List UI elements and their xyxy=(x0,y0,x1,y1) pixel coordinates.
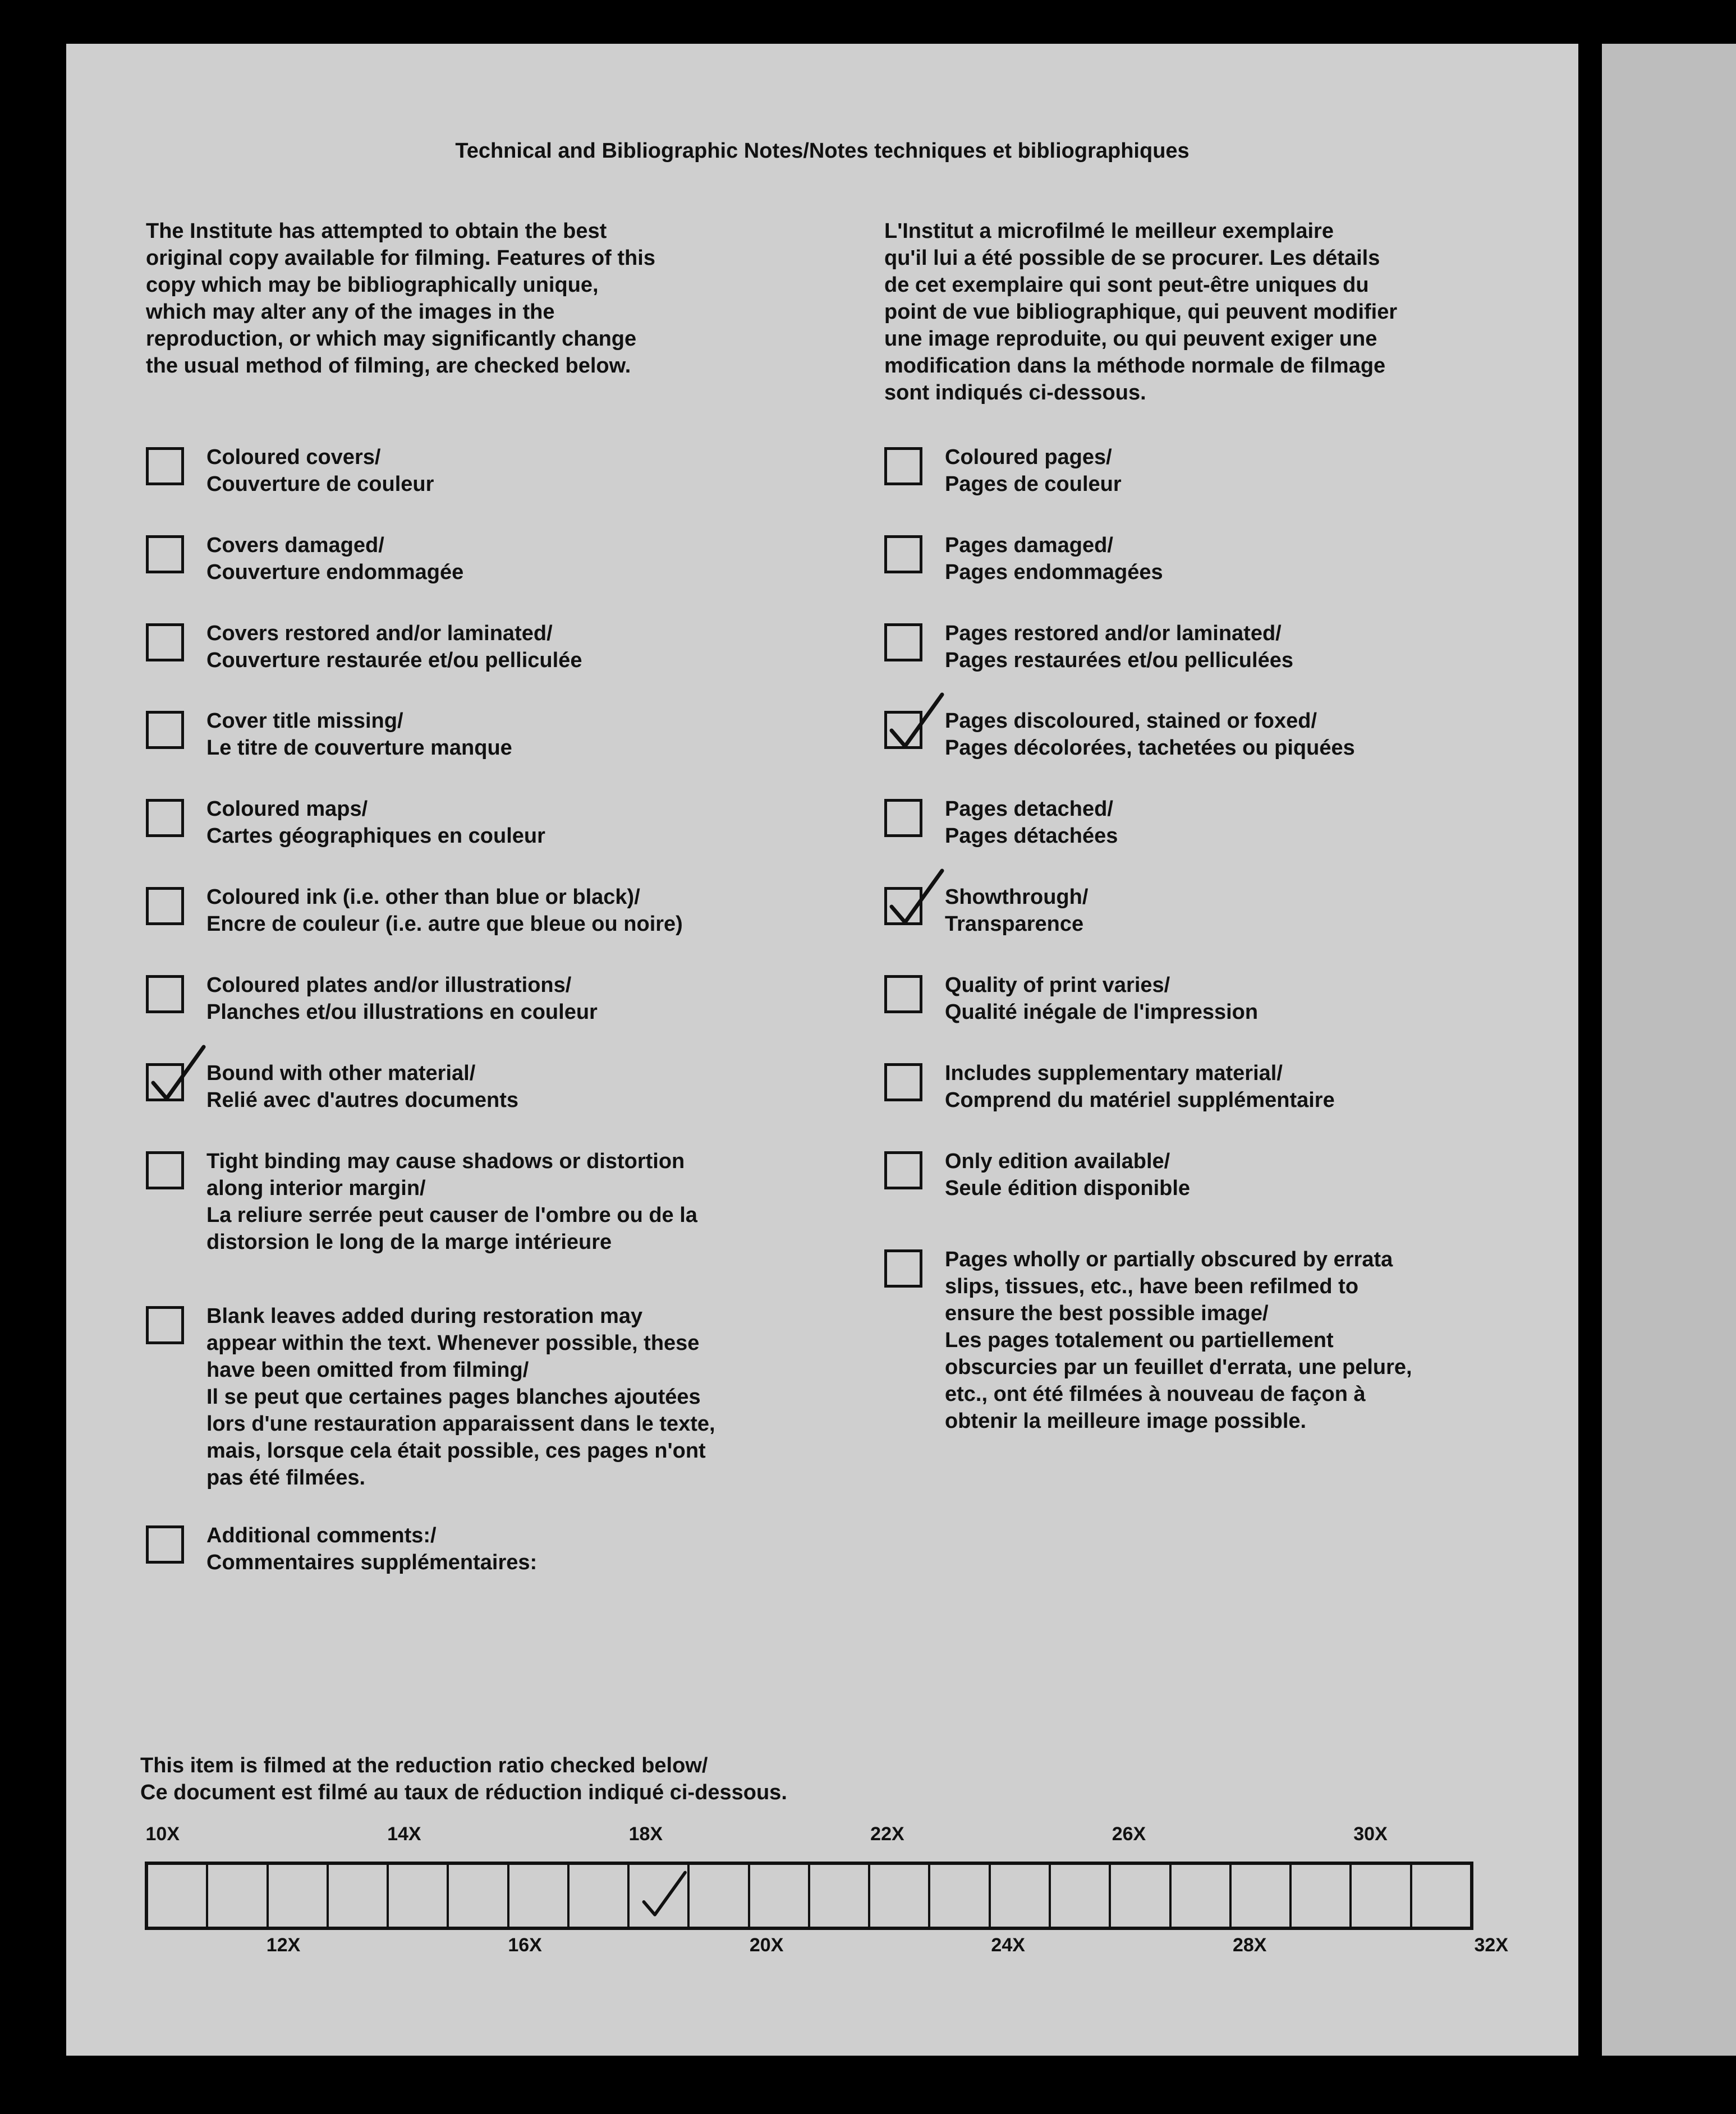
checklist-item-label: Quality of print varies/ Qualité inégale de l'impression xyxy=(945,973,1259,1024)
checkbox[interactable] xyxy=(146,975,184,1013)
left-checklist-item xyxy=(146,1060,518,1114)
left-checklist-item xyxy=(146,532,463,586)
checklist-item-label: Coloured plates and/or illustrations/ Planches et/ou illustrations en couleur xyxy=(206,973,598,1024)
checklist-item-label: Covers restored and/or laminated/ Couverture restaurée et/ou pelliculée xyxy=(206,622,582,672)
ratio-label: 14X xyxy=(387,1823,421,1845)
right-checklist-item xyxy=(884,884,1088,937)
checkbox[interactable] xyxy=(146,1525,184,1564)
ratio-label: 20X xyxy=(749,1934,784,1956)
checkbox[interactable] xyxy=(146,447,184,485)
ratio-label: 18X xyxy=(628,1823,663,1845)
checkmark-icon xyxy=(884,690,945,752)
adjacent-page-strip xyxy=(1602,44,1736,2056)
checklist-item-label: Coloured pages/ Pages de couleur xyxy=(945,445,1122,496)
checkbox[interactable] xyxy=(884,447,922,485)
ratio-label: 32X xyxy=(1474,1934,1509,1956)
checkbox[interactable] xyxy=(146,887,184,925)
ratio-cell[interactable] xyxy=(269,1865,329,1927)
ratio-cell[interactable] xyxy=(810,1865,870,1927)
left-checklist-item xyxy=(146,796,545,849)
left-checklist-item xyxy=(146,707,512,761)
right-checklist-item xyxy=(884,796,1118,849)
checkbox[interactable] xyxy=(884,975,922,1013)
ratio-label: 16X xyxy=(508,1934,542,1956)
ratio-label: 26X xyxy=(1112,1823,1146,1845)
left-checklist-item xyxy=(146,1303,715,1491)
ratio-cell[interactable] xyxy=(1412,1865,1470,1927)
checkbox[interactable] xyxy=(146,1063,184,1101)
checkbox[interactable] xyxy=(146,623,184,661)
checkbox[interactable] xyxy=(884,1151,922,1189)
ratio-label: 12X xyxy=(266,1934,301,1956)
right-checklist-item xyxy=(884,972,1258,1026)
ratio-cell[interactable] xyxy=(1172,1865,1232,1927)
checkbox[interactable] xyxy=(884,623,922,661)
checklist-item-label: Covers damaged/ Couverture endommagée xyxy=(206,534,464,584)
ratio-cell[interactable] xyxy=(750,1865,810,1927)
ratio-cell[interactable] xyxy=(1292,1865,1352,1927)
checkmark-icon xyxy=(145,1042,207,1104)
reduction-ratio-label: This item is filmed at the reduction ratio checked below/ Ce document est filmé au taux de réduction indiqué ci-dessous. xyxy=(140,1754,787,1804)
checklist-item-label: Coloured covers/ Couverture de couleur xyxy=(206,445,434,496)
checkmark-icon xyxy=(884,866,945,928)
left-checklist-item xyxy=(146,884,683,937)
checkbox[interactable] xyxy=(146,1151,184,1189)
checkmark-icon xyxy=(637,1860,688,1928)
ratio-label: 24X xyxy=(991,1934,1025,1956)
ratio-cell[interactable] xyxy=(1051,1865,1111,1927)
checklist-item-label: Pages damaged/ Pages endommagées xyxy=(945,534,1163,584)
checkbox[interactable] xyxy=(146,799,184,837)
checkbox[interactable] xyxy=(146,1306,184,1344)
ratio-cell[interactable] xyxy=(991,1865,1051,1927)
ratio-cell[interactable] xyxy=(690,1865,750,1927)
checklist-item-label: Pages discoloured, stained or foxed/ Pages décolorées, tachetées ou piquées xyxy=(945,709,1355,760)
checklist-item-label: Coloured maps/ Cartes géographiques en couleur xyxy=(206,797,545,848)
checklist-item-label: Pages restored and/or laminated/ Pages restaurées et/ou pelliculées xyxy=(945,622,1293,672)
checklist-item-label: Only edition available/ Seule édition disponible xyxy=(945,1150,1191,1200)
ratio-cell[interactable] xyxy=(930,1865,990,1927)
ratio-label: 22X xyxy=(870,1823,904,1845)
checklist-item-label: Cover title missing/ Le titre de couverture manque xyxy=(206,709,512,760)
right-checklist-item xyxy=(884,620,1293,674)
ratio-label: 10X xyxy=(145,1823,180,1845)
ratio-label: 28X xyxy=(1232,1934,1267,1956)
checklist-item-label: Additional comments:/ Commentaires supplémentaires: xyxy=(206,1524,538,1574)
ratio-cell[interactable] xyxy=(389,1865,449,1927)
checklist-item-label: Pages detached/ Pages détachées xyxy=(945,797,1118,848)
checklist-item-label: Showthrough/ Transparence xyxy=(945,885,1089,936)
checkbox[interactable] xyxy=(146,711,184,749)
checkbox[interactable] xyxy=(884,799,922,837)
left-checklist-item xyxy=(146,1148,697,1256)
left-checklist-item xyxy=(146,972,598,1026)
left-checklist-item xyxy=(146,1522,537,1576)
intro-english: The Institute has attempted to obtain the best original copy available for filming. Features of this copy which may be bibliographically unique, which may alter any of the images in the reproduction, or which may significantly change the usual method of filming, are checked below. xyxy=(146,219,655,378)
checkbox[interactable] xyxy=(884,1063,922,1101)
right-checklist-item xyxy=(884,444,1122,498)
checklist-item-label: Tight binding may cause shadows or distortion along interior margin/ La reliure serrée peut causer de l'ombre ou de la distorsion le long de la marge intérieure xyxy=(206,1150,697,1254)
ratio-cell[interactable] xyxy=(1111,1865,1171,1927)
document-page xyxy=(66,44,1578,2056)
ratio-cell[interactable] xyxy=(509,1865,570,1927)
reduction-ratio-grid xyxy=(145,1862,1473,1930)
checkbox[interactable] xyxy=(884,711,922,749)
checklist-item-label: Blank leaves added during restoration may appear within the text. Whenever possible, these have been omitted from filming/ Il se peut que certaines pages blanches ajoutées lors d'une restauration apparaissent dans le texte, mais, lorsque cela était possible, ces pages n'ont pas été filmées. xyxy=(206,1304,715,1490)
ratio-cell[interactable] xyxy=(630,1865,690,1927)
checkbox[interactable] xyxy=(884,887,922,925)
left-checklist-item xyxy=(146,444,434,498)
right-checklist-item xyxy=(884,1148,1190,1202)
checkbox[interactable] xyxy=(884,1249,922,1288)
ratio-cell[interactable] xyxy=(570,1865,630,1927)
page-title: Technical and Bibliographic Notes/Notes techniques et bibliographiques xyxy=(455,139,1190,163)
ratio-label: 30X xyxy=(1353,1823,1388,1845)
checklist-item-label: Coloured ink (i.e. other than blue or black)/ Encre de couleur (i.e. autre que bleue ou noire) xyxy=(206,885,683,936)
ratio-cell[interactable] xyxy=(870,1865,930,1927)
checklist-item-label: Pages wholly or partially obscured by errata slips, tissues, etc., have been refilmed to ensure the best possible image/ Les pages totalement ou partiellement obscurcies par un feuillet d'errata, une pelure, etc., ont été filmées à nouveau de façon à obtenir la meilleure image possible. xyxy=(945,1248,1412,1433)
checklist-item-label: Bound with other material/ Relié avec d'autres documents xyxy=(206,1061,519,1112)
right-checklist-item xyxy=(884,707,1355,761)
checkbox[interactable] xyxy=(884,535,922,573)
right-checklist-item xyxy=(884,532,1163,586)
intro-french: L'Institut a microfilmé le meilleur exemplaire qu'il lui a été possible de se procurer. Les détails de cet exemplaire qui sont peut-être uniques du point de vue bibliographique, qui peuvent modifier une image reproduite, ou qui peuvent exiger une modification dans la méthode normale de filmage sont indiqués ci-dessous. xyxy=(884,219,1398,405)
ratio-cell[interactable] xyxy=(1352,1865,1412,1927)
left-checklist-item xyxy=(146,620,582,674)
checkbox[interactable] xyxy=(146,535,184,573)
checklist-item-label: Includes supplementary material/ Comprend du matériel supplémentaire xyxy=(945,1061,1335,1112)
right-checklist-item xyxy=(884,1246,1412,1435)
ratio-cell[interactable] xyxy=(148,1865,208,1927)
ratio-cell[interactable] xyxy=(208,1865,268,1927)
ratio-cell[interactable] xyxy=(1232,1865,1292,1927)
right-checklist-item xyxy=(884,1060,1335,1114)
ratio-cell[interactable] xyxy=(449,1865,509,1927)
ratio-cell[interactable] xyxy=(329,1865,389,1927)
